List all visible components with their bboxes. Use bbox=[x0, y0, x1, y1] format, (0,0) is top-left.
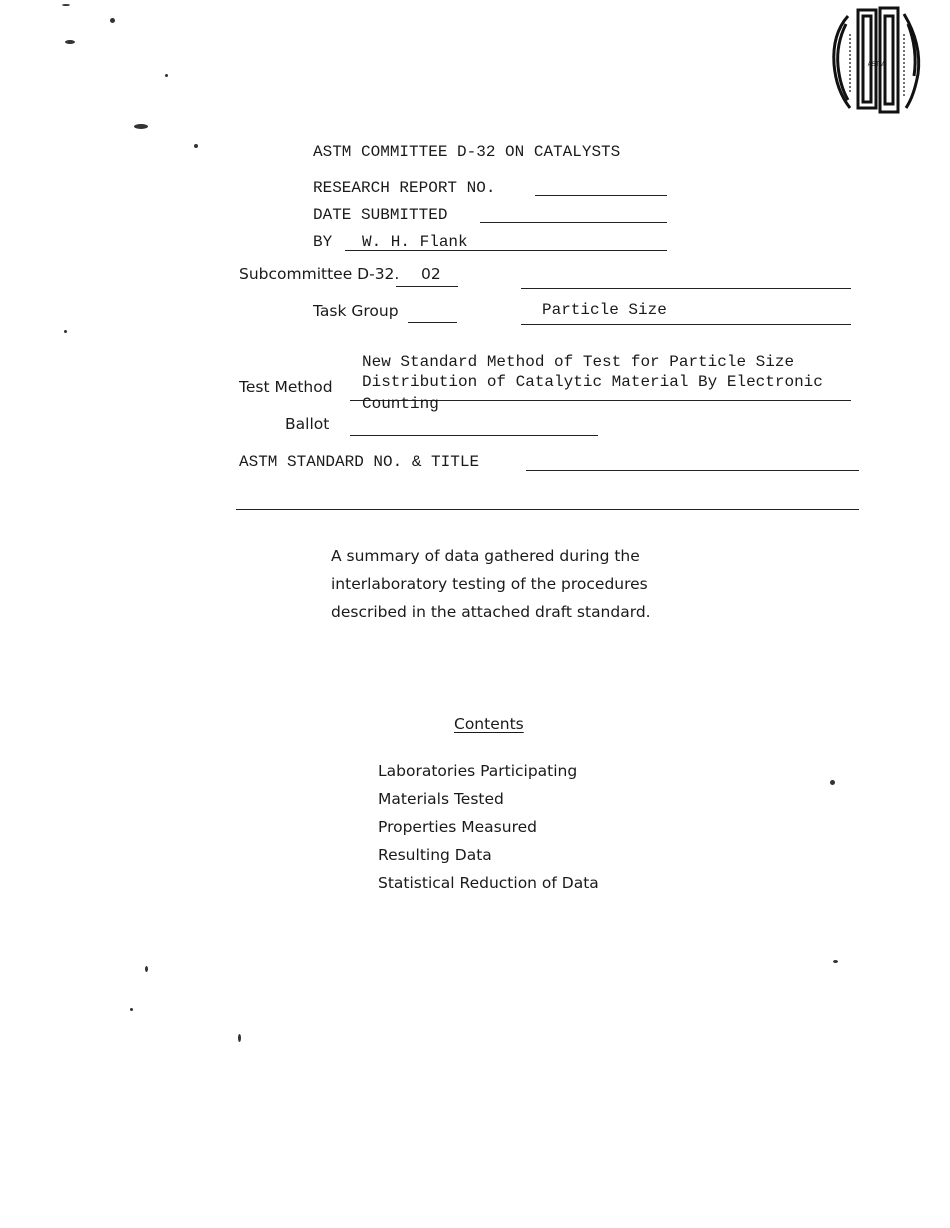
speck bbox=[194, 144, 198, 148]
date-submitted-label: DATE SUBMITTED bbox=[313, 206, 448, 224]
speck bbox=[110, 18, 115, 23]
summary-line-2: interlaboratory testing of the procedures bbox=[331, 575, 648, 593]
speck bbox=[64, 330, 67, 333]
contents-title: Contents bbox=[454, 715, 524, 733]
speck bbox=[62, 4, 70, 6]
speck bbox=[134, 124, 148, 129]
speck bbox=[165, 74, 168, 77]
summary-line-3: described in the attached draft standard. bbox=[331, 603, 651, 621]
astm-logo bbox=[826, 4, 930, 114]
by-value: W. H. Flank bbox=[362, 233, 468, 251]
committee-title: ASTM COMMITTEE D-32 ON CATALYSTS bbox=[313, 143, 621, 161]
research-report-field[interactable] bbox=[535, 195, 667, 196]
research-report-label: RESEARCH REPORT NO. bbox=[313, 179, 496, 197]
contents-item: Statistical Reduction of Data bbox=[378, 874, 599, 892]
date-submitted-field[interactable] bbox=[480, 222, 667, 223]
task-group-short-field[interactable] bbox=[408, 322, 457, 323]
ballot-label: Ballot bbox=[285, 415, 330, 433]
by-label: BY bbox=[313, 233, 333, 251]
task-group-label: Task Group bbox=[313, 302, 399, 320]
astm-standard-title-field[interactable] bbox=[236, 509, 859, 510]
test-method-line-1: New Standard Method of Test for Particle Size bbox=[362, 353, 795, 371]
speck bbox=[238, 1034, 241, 1042]
logo-text: ASTM bbox=[867, 62, 885, 68]
by-field[interactable] bbox=[345, 250, 667, 251]
task-group-field[interactable] bbox=[521, 324, 851, 325]
speck bbox=[833, 960, 838, 963]
astm-standard-label: ASTM STANDARD NO. & TITLE bbox=[239, 453, 480, 471]
speck bbox=[65, 40, 75, 44]
test-method-label: Test Method bbox=[239, 378, 333, 396]
contents-item: Resulting Data bbox=[378, 846, 492, 864]
speck bbox=[130, 1008, 133, 1011]
subcommittee-extra-field[interactable] bbox=[521, 288, 851, 289]
contents-item: Materials Tested bbox=[378, 790, 504, 808]
ballot-field[interactable] bbox=[350, 435, 598, 436]
test-method-line-3: Counting bbox=[362, 395, 439, 413]
subcommittee-field[interactable] bbox=[396, 286, 458, 287]
test-method-line-2: Distribution of Catalytic Material By Electronic bbox=[362, 373, 823, 391]
contents-item: Properties Measured bbox=[378, 818, 537, 836]
speck bbox=[830, 780, 835, 785]
astm-standard-field[interactable] bbox=[526, 470, 859, 471]
contents-item: Laboratories Participating bbox=[378, 762, 578, 780]
subcommittee-label: Subcommittee D-32. bbox=[239, 265, 400, 283]
task-group-value: Particle Size bbox=[542, 301, 667, 319]
subcommittee-value: 02 bbox=[421, 265, 441, 283]
speck bbox=[145, 966, 148, 972]
summary-line-1: A summary of data gathered during the bbox=[331, 547, 640, 565]
